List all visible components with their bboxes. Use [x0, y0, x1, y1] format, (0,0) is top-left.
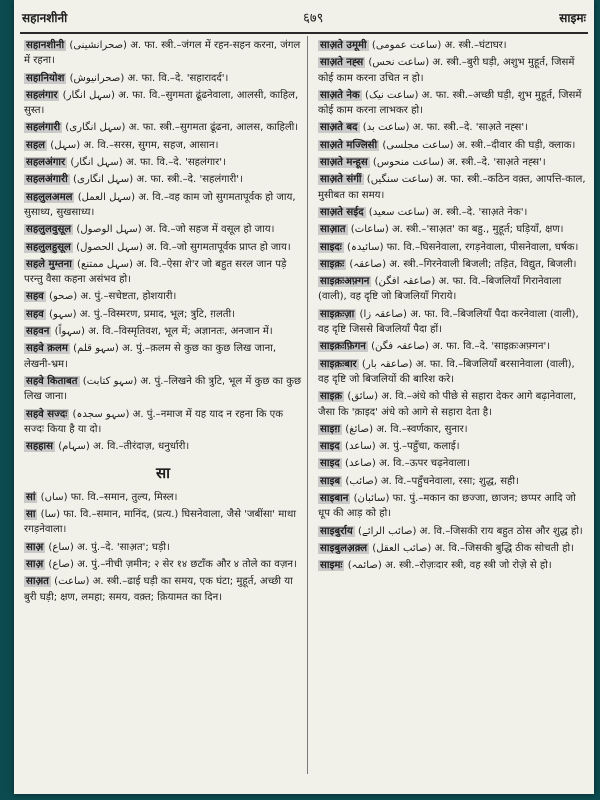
dictionary-entry — [318, 172, 588, 203]
entry-definition: (صحرانیوش) अ. फा. वि.–दे. 'सहारादर्द'। — [69, 72, 229, 84]
entry-definition: (ساعت مجلسی) अ. स्त्री.–दीवार की घड़ी, क्लाक। — [382, 139, 576, 151]
entry-headword: साइद — [320, 441, 340, 453]
page-number: ६७९ — [303, 11, 324, 26]
entry-headword: सहानियोश — [26, 72, 65, 84]
entry-definition: (صاعقہ زا) अ. फा. वि.–बिजलियाँ पैदा करनेवाला (वाली), वह दृष्टि जिससे बिजलियाँ पैदा हों। — [318, 308, 579, 336]
dictionary-entry — [24, 507, 302, 538]
entry-headword: साइक़ःअफ़्गन — [320, 276, 370, 288]
entry-headword: सहहास — [26, 441, 53, 453]
dictionary-entry — [24, 490, 302, 505]
entry-definition: (سہل انگاری) अ. फा. स्त्री.–सुगमता ढूंढना, आलस, काहिली। — [65, 122, 299, 134]
dictionary-entry — [24, 289, 302, 304]
entry-headword: साअ़ते सईद — [320, 206, 364, 218]
entry-definition: (سہل انگار) अ. फा. वि.–सुगमता ढूंढनेवाला, आलसी, काहिल, सुस्त। — [24, 89, 299, 117]
entry-headword: सां — [26, 491, 36, 503]
entry-headword: सहलंगार — [26, 89, 58, 101]
entry-headword: साइक़ःफ़िगन — [320, 341, 366, 353]
dictionary-entry — [318, 357, 588, 388]
entry-headword: साअ़ते मज्लिसी — [320, 139, 378, 151]
entry-definition: (ساعت نحس) अ. स्त्री.–बुरी घड़ी, अशुभ मुहूर्त, जिसमें कोई काम करना उचित न हो। — [318, 57, 575, 84]
dictionary-entry — [24, 88, 302, 119]
entry-headword: सहल — [26, 139, 46, 151]
dictionary-entry — [24, 307, 302, 322]
entry-definition: (ساعت سعید) अ. स्त्री.–दे. 'साअ़ते नेक'। — [368, 206, 528, 218]
entry-definition: (سہام) अ. वि.–तीरंदाज़, धनुर्धारी। — [58, 441, 190, 453]
dictionary-entry — [24, 222, 302, 237]
dictionary-entry — [24, 71, 302, 86]
entry-headword: साअ़ — [26, 541, 44, 553]
entry-definition: (ساعد) अ. पुं.–पहुँचा, कलाई। — [344, 441, 460, 453]
dictionary-entry — [318, 491, 588, 522]
entry-definition: (صاعقہ بار) अ. फा. वि.–बिजलियाँ बरसानेवाला (वाली), वह दृष्टि जो बिजलियों की बारिश करे। — [318, 358, 575, 385]
dictionary-entry — [318, 524, 588, 539]
dictionary-page — [14, 0, 594, 794]
entry-definition: (سہل انگاری) अ. फा. स्त्री.–दे. 'सहलंगारी'। — [73, 174, 243, 186]
dictionary-entry — [24, 574, 302, 605]
entry-headword: सहानशीनी — [26, 40, 65, 51]
entry-headword: साइक़ — [320, 391, 343, 403]
entry-definition: (صائغ) अ. वि.–स्वर्णकार, सुनार। — [345, 423, 468, 435]
entry-definition: (سہو سجدہ) अ. पुं.–नमाज में यह याद न रहना कि एक सज्दः किया है या दो। — [24, 408, 284, 435]
dictionary-entry — [318, 422, 588, 437]
dictionary-entry — [318, 38, 588, 53]
entry-definition: (صاعقہ) अ. स्त्री.–गिरनेवाली बिजली; तड़ित, विद्युत, बिजली। — [349, 258, 577, 270]
dictionary-entry — [318, 138, 588, 153]
header-left-guideword: सहानशीनी — [22, 10, 68, 25]
entry-definition: (ساع) अ. पुं.–दे. 'साअ़त'; घड़ी। — [48, 541, 170, 553]
dictionary-entry — [318, 257, 588, 272]
dictionary-entry — [318, 240, 588, 255]
entry-headword: साअ़ते संगीं — [320, 174, 362, 186]
entry-headword: सहलुलहुसूल — [26, 241, 71, 253]
dictionary-entry — [318, 222, 588, 237]
entry-definition: (سہل) अ. वि.–सरस, सुगम, सहज, आसान। — [50, 139, 219, 151]
column-divider — [307, 36, 308, 774]
entry-definition: (صائب الرائے) अ. वि.–जिसकी राय बहुत ठोस और शुद्ध हो। — [357, 525, 583, 537]
dictionary-entry — [24, 120, 302, 135]
dictionary-entry — [318, 155, 588, 170]
entry-headword: सहलअंगारी — [26, 174, 68, 186]
entry-headword: साइबान — [320, 493, 349, 505]
dictionary-entry — [24, 439, 302, 454]
entry-headword: साइमः — [320, 560, 343, 572]
entry-definition: (ساعت منحوس) अ. स्त्री.–दे. 'साअ़ते नह्स'। — [372, 157, 546, 169]
entry-headword: साइद — [320, 458, 340, 470]
section-title: सा — [155, 464, 171, 483]
entry-headword: सहवे किताबत — [26, 375, 78, 387]
dictionary-entry — [24, 240, 302, 255]
entry-headword: सा — [26, 509, 36, 521]
entry-definition: (سہل الحصول) अ. वि.–जो सुगमतापूर्वक प्राप्त हो जाय। — [76, 241, 291, 253]
right-column — [318, 38, 588, 576]
entry-definition: (صاعقہ افگن) अ. फा. वि.–बिजलियाँ गिरानेवाला (वाली), वह दृष्टि जो बिजलियाँ गिराये। — [318, 276, 562, 303]
dictionary-entry — [24, 38, 302, 69]
entry-definition: (سائق) अ. वि.–अंधे को पीछे से सहारा देकर आगे बढ़ानेवाला, जैसा कि 'क़ाइद' अंधे को आगे से सहारा देता है। — [318, 391, 577, 418]
header-right-guideword: साइमः — [559, 10, 586, 25]
dictionary-entry — [24, 557, 302, 572]
dictionary-entry — [24, 374, 302, 405]
dictionary-entry — [318, 307, 588, 338]
entry-definition: (سہل العمل) अ. वि.–वह काम जो सुगमतापूर्वक हो जाय, सुसाध्य, सुखसाध्य। — [24, 191, 296, 218]
entry-headword: सहलुलवुसूल — [26, 224, 72, 236]
entry-headword: सहवे क़लम — [26, 343, 68, 355]
entry-definition: (صاعد) अ. वि.–ऊपर चढ़नेवाला। — [344, 458, 470, 470]
entry-definition: (صائب) अ. वि.–पहुँचनेवाला, रसा; शुद्ध, सही। — [345, 475, 519, 487]
dictionary-entry — [318, 274, 588, 305]
entry-headword: साइक़ः — [320, 258, 345, 270]
entry-headword: साइक़ःबार — [320, 358, 357, 370]
entry-definition: (ساعات) अ. स्त्री.–'साअ़त' का बहु., मुहूर्त; घड़ियाँ, क्षण। — [350, 224, 564, 236]
entry-definition: (صاع) अ. पुं.–नीची ज़मीन; २ सेर १४ छटाँक और ४ तोले का वज़न। — [48, 558, 297, 570]
entry-definition: (سہل انگار) अ. फा. वि.–दे. 'सहलंगार'। — [70, 157, 226, 169]
left-entries-2 — [24, 490, 302, 605]
entry-definition: (سہو قلم) अ. पुं.–क़लम से कुछ का कुछ लिख जाना, लेखनी-भ्रम। — [24, 343, 277, 370]
entry-definition: (سہل الوصول) अ. वि.–जो सहज में वसूल हो जाय। — [76, 224, 275, 236]
entry-definition: (ساعت نیک) अ. फा. स्त्री.–अच्छी घड़ी, शुभ मुहूर्त, जिसमें कोई काम करना लाभकर हो। — [318, 89, 582, 117]
dictionary-entry — [318, 439, 588, 454]
entry-definition: (ساں) फा. वि.–समान, तुल्य, मिस्ल। — [40, 491, 178, 503]
entry-definition: (صاعقہ فگن) अ. फा. वि.–दे. 'साइक़ःअफ़्गन'। — [371, 341, 551, 353]
entry-definition: (ساعت) अ. स्त्री.–ढाई घड़ी का समय, एक घंटा; मुहूर्त, अच्छी या बुरी घड़ी; क्षण, लमहा; समय, वक़्त; क़ियामत का दिन। — [24, 576, 293, 603]
dictionary-entry — [318, 120, 588, 135]
left-entries — [24, 38, 302, 454]
dictionary-entry — [24, 138, 302, 153]
entry-definition: (سائیدہ) फा. वि.–घिसनेवाला, रगड़नेवाला, पीसनेवाला, घर्षक। — [347, 241, 579, 253]
dictionary-entry — [318, 55, 588, 86]
left-column — [24, 38, 302, 607]
entry-headword: सहवे सज्दः — [26, 408, 68, 420]
dictionary-entry — [24, 172, 302, 187]
dictionary-entry — [24, 341, 302, 372]
dictionary-entry — [318, 205, 588, 220]
running-header — [22, 6, 586, 28]
entry-headword: साइक़ःज़ा — [320, 308, 355, 320]
dictionary-entry — [318, 88, 588, 119]
entry-headword: साआ़त — [320, 224, 346, 236]
right-entries — [318, 38, 588, 574]
entry-headword: साअ़ — [26, 558, 44, 570]
dictionary-entry — [24, 155, 302, 170]
entry-headword: साअ़ते बद — [320, 122, 358, 134]
entry-headword: साइदः — [320, 241, 342, 253]
entry-headword: साइग़ — [320, 423, 341, 435]
dictionary-entry — [318, 474, 588, 489]
dictionary-entry — [318, 339, 588, 354]
entry-headword: सहव — [26, 291, 44, 303]
dictionary-entry — [318, 456, 588, 471]
entry-headword: सहलअंगार — [26, 157, 66, 169]
entry-definition: (صحو) अ. पुं.–सचेष्टता, होशयारी। — [49, 291, 177, 303]
dictionary-entry — [318, 541, 588, 556]
entry-definition: (سائبان) फा. पुं.–मकान का छज्जा, छाजन; छप्पर आदि जो धूप की आड़ को हो। — [318, 493, 576, 520]
dictionary-entry — [24, 407, 302, 438]
dictionary-entry — [24, 257, 302, 288]
entry-definition: (سہو کتابت) अ. पुं.–लिखने की त्रुटि, भूल में कुछ का कुछ लिख जाना। — [24, 375, 302, 403]
entry-headword: सहलंगारी — [26, 122, 61, 134]
entry-definition: (سہو) अ. पुं.–विस्मरण, प्रमाद, भूल; त्रुटि, ग़लती। — [49, 308, 235, 320]
entry-definition: (صحرانشینی) अ. फा. स्त्री.–जंगल में रहन-सहन करना, जंगल में रहना। — [24, 40, 301, 67]
entry-headword: सहवन — [26, 326, 50, 338]
entry-definition: (سہواً) अ. वि.–विस्मृतिवश, भूल में; अज्ञानतः, अनजान में। — [54, 326, 273, 338]
entry-headword: साअ़ते मन्हूस — [320, 157, 368, 169]
entry-headword: साइब — [320, 475, 341, 487]
entry-definition: (ساعت سنگیں) अ. फा. स्त्री.–कठिन वक़्त, आपत्ति-काल, मुसीबत का समय। — [318, 174, 586, 201]
entry-headword: साअ़ते नेक — [320, 89, 360, 101]
entry-definition: (صائمہ) अ. स्त्री.–रोज़ःदार स्त्री, वह स्त्री जो रोज़े से हो। — [347, 560, 552, 572]
dictionary-entry — [318, 558, 588, 573]
entry-definition: (سہل ممتنع) अ. वि.–ऐसा शे'र जो बहुत सरल जान पड़े परन्तु वैसा कहना असंभव हो। — [24, 258, 287, 286]
entry-headword: साइबुर्राय — [320, 525, 353, 537]
dictionary-entry — [24, 540, 302, 555]
entry-headword: सहले मुम्तना — [26, 258, 72, 270]
header-rule — [20, 32, 588, 34]
entry-definition: (ساعت عمومی) अ. स्त्री.–घंटाघर। — [371, 40, 507, 51]
entry-headword: साअ़त — [26, 576, 49, 588]
entry-headword: साअ़ते नह्स — [320, 57, 364, 69]
entry-headword: साअ़ते उमूमी — [320, 40, 367, 51]
dictionary-entry — [24, 190, 302, 221]
entry-definition: (سا) फा. वि.–समान, मानिंद, (प्रत्य.) घिसनेवाला, जैसे 'जबींसा' माथा रगड़नेवाला। — [24, 509, 296, 536]
entry-definition: (ساعت بد) अ. फा. स्त्री.–दे. 'साअ़ते नह्स'। — [362, 122, 528, 134]
dictionary-entry — [318, 389, 588, 420]
entry-headword: सहलुलअमल — [26, 191, 73, 203]
entry-headword: साइबुलअ़क़्ल — [320, 542, 368, 554]
dictionary-entry — [24, 324, 302, 339]
entry-headword: सहव — [26, 308, 44, 320]
entry-definition: (صائب العقل) अ. वि.–जिसकी बुद्धि ठीक सोचती हो। — [372, 542, 574, 554]
